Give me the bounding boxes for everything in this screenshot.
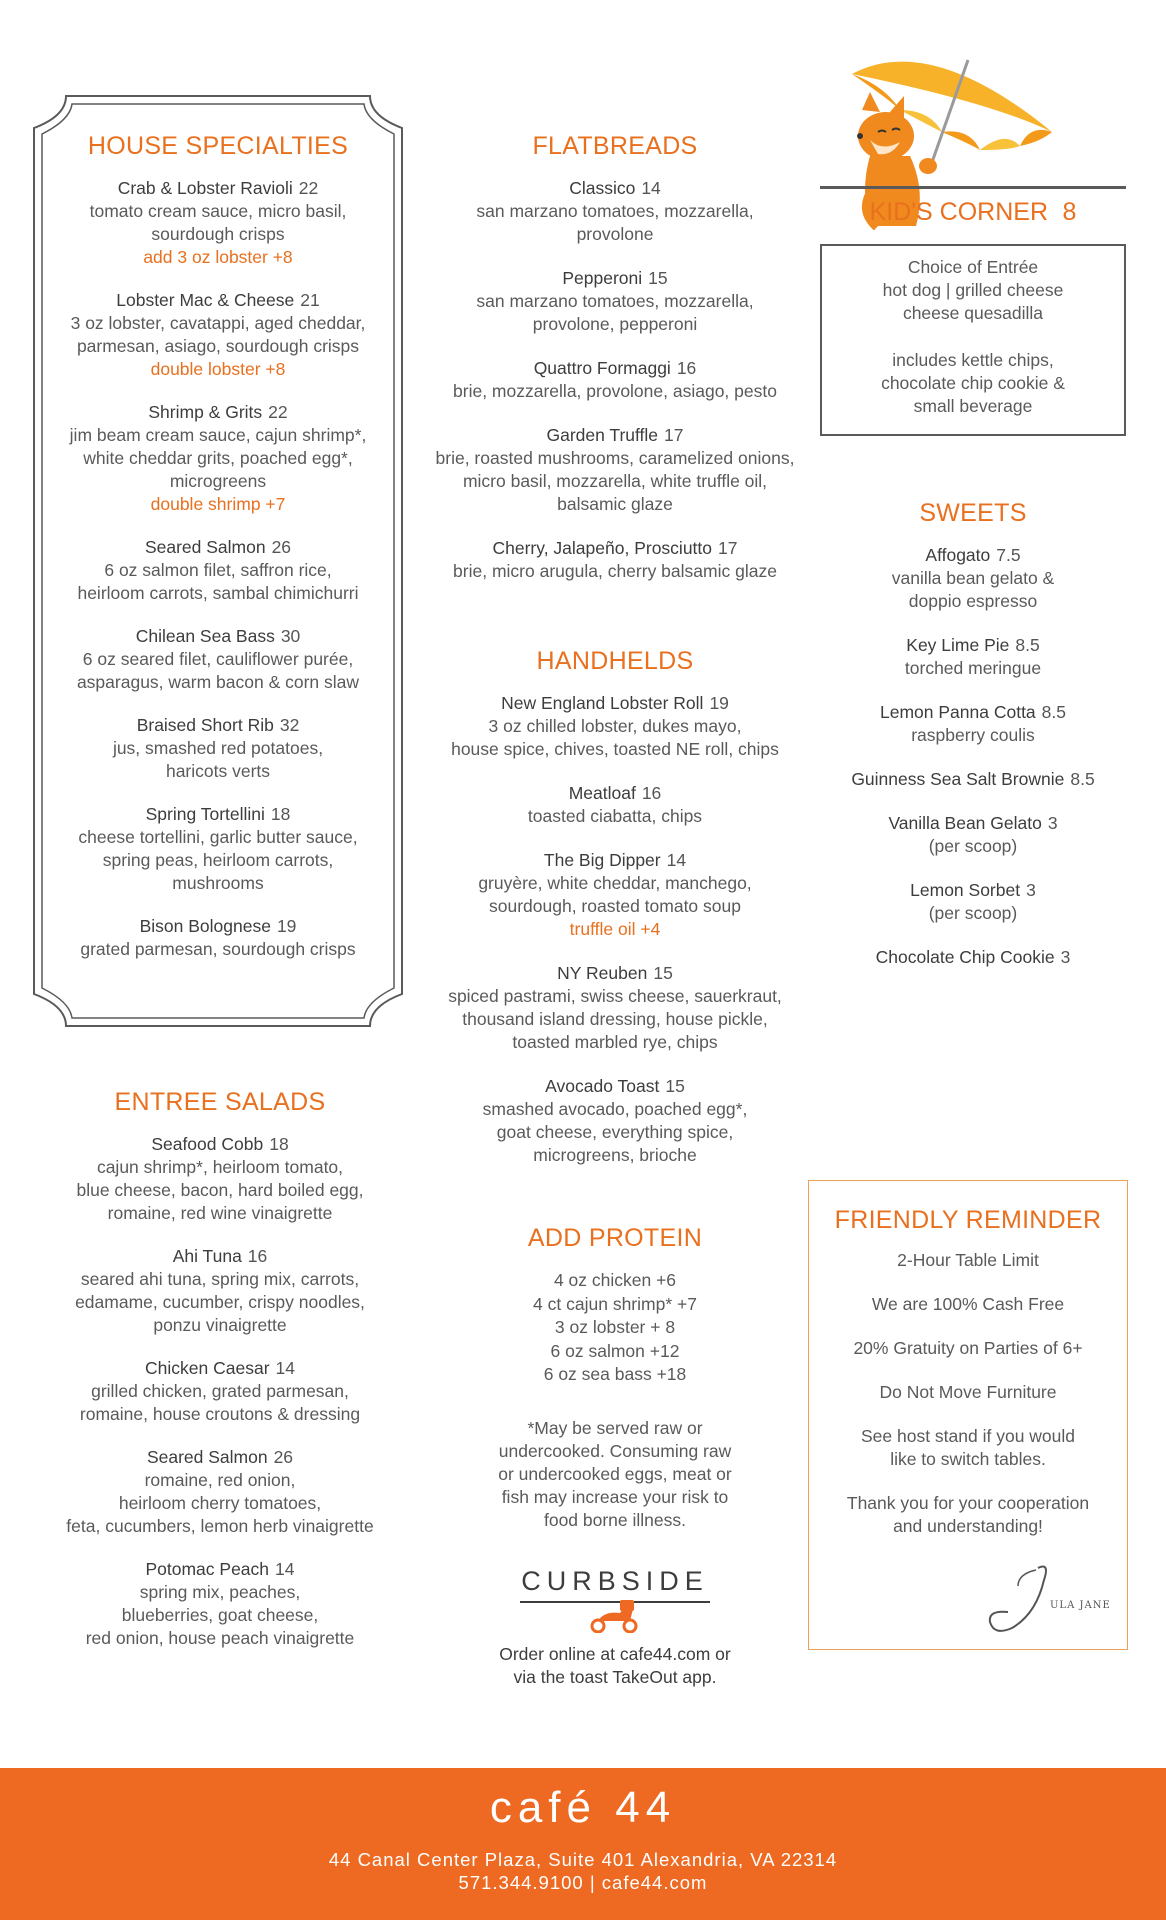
menu-item	[42, 803, 394, 895]
menu-item-description: san marzano tomatoes, mozzarella,	[476, 201, 754, 221]
menu-item-header	[42, 625, 394, 648]
menu-item-header	[30, 1446, 410, 1469]
menu-item-description: balsamic glaze	[557, 494, 673, 514]
reminder-item	[808, 1425, 1128, 1471]
menu-item-header	[42, 177, 394, 200]
menu-item-name: NY Reuben	[557, 963, 648, 983]
disclaimer-line: undercooked. Consuming raw	[498, 1440, 732, 1461]
menu-item	[410, 782, 820, 828]
reminder-item	[808, 1337, 1128, 1360]
menu-item-price: 16	[247, 1246, 268, 1266]
menu-item-description: sourdough crisps	[151, 224, 285, 244]
menu-item-name: Key Lime Pie	[906, 635, 1010, 655]
menu-item-header	[820, 634, 1126, 657]
menu-item-description: heirloom carrots, sambal chimichurri	[77, 583, 359, 603]
kids-corner-price: 8	[1062, 198, 1077, 226]
menu-item-name: Seafood Cobb	[151, 1134, 264, 1154]
menu-item-name: Seared Salmon	[146, 1447, 268, 1467]
menu-item-description: san marzano tomatoes, mozzarella,	[476, 291, 754, 311]
menu-item-description: torched meringue	[904, 658, 1042, 678]
menu-item-description: house spice, chives, toasted NE roll, chips	[451, 739, 779, 759]
protein-option: 6 oz sea bass +18	[543, 1364, 687, 1384]
protein-option: 3 oz lobster + 8	[554, 1317, 676, 1337]
menu-item-description: microgreens, brioche	[533, 1145, 697, 1165]
menu-item-header	[410, 267, 820, 290]
house-specialties-title: HOUSE SPECIALTIES	[87, 132, 349, 160]
menu-item	[820, 879, 1126, 925]
house-specialties-section	[42, 132, 394, 981]
menu-item-price: 8.5	[1015, 635, 1040, 655]
menu-item-description: sourdough, roasted tomato soup	[489, 896, 741, 916]
sweets-section	[820, 499, 1126, 990]
menu-item-header	[42, 401, 394, 424]
menu-item-description: blue cheese, bacon, hard boiled egg,	[76, 1180, 364, 1200]
menu-item-price: 18	[270, 804, 291, 824]
menu-item-price: 19	[276, 916, 297, 936]
reminder-item-line: 2-Hour Table Limit	[897, 1250, 1039, 1270]
menu-item-description: raspberry coulis	[911, 725, 1035, 745]
menu-item-description: parmesan, asiago, sourdough crisps	[76, 336, 360, 356]
menu-item-header	[820, 812, 1126, 835]
menu-item-name: Seared Salmon	[144, 537, 266, 557]
menu-item-description: mushrooms	[172, 873, 264, 893]
disclaimer-line: or undercooked eggs, meat or	[498, 1463, 732, 1484]
menu-item-price: 26	[273, 1447, 294, 1467]
menu-item-name: Meatloaf	[568, 783, 636, 803]
flatbreads-section	[410, 132, 820, 604]
scooter-icon	[520, 1597, 710, 1633]
entree-salads-title: ENTREE SALADS	[114, 1088, 326, 1116]
menu-item-name: Ahi Tuna	[172, 1246, 242, 1266]
svg-text:ULA JANE: ULA JANE	[1050, 1600, 1111, 1611]
menu-item	[410, 962, 820, 1054]
menu-item-header	[42, 289, 394, 312]
order-online-line: via the toast TakeOut app.	[513, 1667, 717, 1687]
menu-item-header	[42, 714, 394, 737]
menu-item-name: Pepperoni	[562, 268, 643, 288]
menu-item-price: 26	[271, 537, 292, 557]
menu-item-name: New England Lobster Roll	[501, 693, 704, 713]
jula-jane-signature-logo	[978, 1560, 1118, 1640]
menu-item-price: 16	[641, 783, 662, 803]
menu-item-description: gruyère, white cheddar, manchego,	[478, 873, 752, 893]
menu-item-price: 32	[279, 715, 300, 735]
add-protein-title: ADD PROTEIN	[527, 1224, 703, 1252]
menu-item-description: jim beam cream sauce, cajun shrimp*,	[69, 425, 367, 445]
menu-item-description: (per scoop)	[928, 903, 1018, 923]
menu-item	[410, 692, 820, 761]
menu-item-header	[410, 537, 820, 560]
menu-item-description: 6 oz seared filet, cauliflower purée,	[82, 649, 354, 669]
menu-item-header	[42, 536, 394, 559]
menu-item-description: grated parmesan, sourdough crisps	[80, 939, 356, 959]
menu-item-header	[410, 782, 820, 805]
menu-item-description: 3 oz lobster, cavatappi, aged cheddar,	[70, 313, 366, 333]
kids-corner-line: chocolate chip cookie &	[881, 373, 1065, 393]
menu-item-header	[30, 1133, 410, 1156]
reminder-item-line: Do Not Move Furniture	[879, 1382, 1057, 1402]
menu-item-name: Affogato	[925, 545, 991, 565]
menu-item-price: 3	[1026, 880, 1036, 900]
menu-item-description: feta, cucumbers, lemon herb vinaigrette	[66, 1516, 374, 1536]
protein-option: 4 oz chicken +6	[553, 1270, 677, 1290]
menu-item-header	[410, 962, 820, 985]
curbside-section	[440, 1566, 790, 1689]
menu-item-header	[410, 357, 820, 380]
menu-item	[42, 915, 394, 961]
kids-corner-line: small beverage	[913, 396, 1033, 416]
menu-item-description: spiced pastrami, swiss cheese, sauerkraut,	[448, 986, 782, 1006]
raw-food-disclaimer	[440, 1417, 790, 1532]
menu-item-description: cheese tortellini, garlic butter sauce,	[78, 827, 358, 847]
menu-item	[820, 812, 1126, 858]
menu-item	[410, 537, 820, 583]
menu-item-price: 22	[298, 178, 319, 198]
footer-contact: 571.344.9100 | cafe44.com	[458, 1872, 708, 1893]
menu-item-description: toasted ciabatta, chips	[527, 806, 703, 826]
menu-item	[410, 177, 820, 246]
menu-item-header	[820, 701, 1126, 724]
footer-cafe-name: café 44	[489, 1783, 677, 1832]
menu-item-header	[820, 946, 1126, 969]
menu-item-price: 22	[268, 402, 288, 422]
kids-corner-rule	[820, 186, 1126, 189]
menu-item	[820, 544, 1126, 613]
entree-salads-section	[30, 1088, 410, 1670]
menu-item-price: 3	[1060, 947, 1071, 967]
menu-item	[42, 714, 394, 783]
menu-item-description: brie, mozzarella, provolone, asiago, pesto	[453, 381, 777, 401]
menu-item-description: (per scoop)	[928, 836, 1018, 856]
menu-item-description: cajun shrimp*, heirloom tomato,	[96, 1157, 344, 1177]
menu-item-header	[30, 1558, 410, 1581]
menu-item-price: 14	[641, 178, 661, 198]
handhelds-title: HANDHELDS	[536, 647, 694, 675]
menu-item-price: 18	[269, 1134, 289, 1154]
menu-item-description: brie, roasted mushrooms, caramelized onions,	[435, 448, 795, 468]
menu-item-description: romaine, red wine vinaigrette	[107, 1203, 333, 1223]
menu-item-addon: truffle oil +4	[569, 919, 661, 939]
menu-item-description: red onion, house peach vinaigrette	[85, 1628, 355, 1648]
disclaimer-line: food borne illness.	[543, 1509, 687, 1530]
kids-corner-line: cheese quesadilla	[902, 303, 1044, 323]
menu-item	[820, 768, 1126, 791]
menu-item-name: Quattro Formaggi	[533, 358, 671, 378]
reminder-item-line: and understanding!	[893, 1516, 1043, 1536]
order-online-line: Order online at cafe44.com or	[499, 1644, 731, 1664]
menu-item-description: microgreens	[169, 471, 267, 491]
menu-item-header	[410, 424, 820, 447]
menu-item-name: Avocado Toast	[545, 1076, 660, 1096]
menu-item-description: 3 oz chilled lobster, dukes mayo,	[488, 716, 742, 736]
menu-item-price: 30	[280, 626, 301, 646]
menu-item-description: jus, smashed red potatoes,	[112, 738, 324, 758]
menu-item-name: Shrimp & Grits	[148, 402, 263, 422]
menu-item-name: Vanilla Bean Gelato	[888, 813, 1042, 833]
protein-option: 6 oz salmon +12	[550, 1340, 680, 1361]
menu-item-name: Chilean Sea Bass	[135, 626, 275, 646]
footer	[0, 1768, 1166, 1920]
kids-corner-line: includes kettle chips,	[892, 350, 1054, 370]
menu-item-description: provolone, pepperoni	[532, 314, 698, 334]
menu-item-description: micro basil, mozzarella, white truffle oil,	[462, 471, 768, 491]
menu-item-description: edamame, cucumber, crispy noodles,	[75, 1292, 365, 1312]
menu-item-name: The Big Dipper	[543, 850, 661, 870]
menu-item-header	[30, 1245, 410, 1268]
friendly-reminder-title: FRIENDLY REMINDER	[834, 1206, 1102, 1234]
menu-item-price: 15	[665, 1076, 685, 1096]
menu-item-description: doppio espresso	[908, 591, 1038, 611]
menu-item-price: 15	[653, 963, 673, 983]
menu-item	[42, 625, 394, 694]
menu-item	[42, 401, 394, 516]
menu-item-description: tomato cream sauce, micro basil,	[89, 201, 347, 221]
menu-item	[410, 849, 820, 941]
menu-item-description: goat cheese, everything spice,	[496, 1122, 734, 1142]
menu-item-price: 8.5	[1041, 702, 1066, 722]
menu-item-name: Braised Short Rib	[136, 715, 274, 735]
menu-item-description: spring peas, heirloom carrots,	[102, 850, 334, 870]
menu-item-description: romaine, red onion,	[144, 1470, 296, 1490]
menu-item-price: 14	[275, 1358, 295, 1378]
menu-item-name: Guinness Sea Salt Brownie	[851, 769, 1065, 789]
menu-item-description: heirloom cherry tomatoes,	[118, 1493, 322, 1513]
curbside-logo-text: CURBSIDE	[521, 1566, 709, 1596]
menu-item-name: Chocolate Chip Cookie	[875, 947, 1055, 967]
menu-item-name: Potomac Peach	[145, 1559, 270, 1579]
menu-item	[30, 1357, 410, 1426]
reminder-item-line: See host stand if you would	[860, 1426, 1076, 1446]
menu-item-header	[410, 849, 820, 872]
menu-item	[30, 1245, 410, 1337]
menu-item-price: 16	[676, 358, 697, 378]
disclaimer-line: fish may increase your risk to	[501, 1486, 729, 1507]
handhelds-section	[410, 647, 820, 1188]
add-protein-section	[440, 1224, 790, 1532]
menu-item-name: Crab & Lobster Ravioli	[117, 178, 293, 198]
menu-item-name: Garden Truffle	[546, 425, 659, 445]
menu-item-header	[42, 915, 394, 938]
order-online-text	[440, 1643, 790, 1689]
menu-item-name: Lemon Sorbet	[910, 880, 1021, 900]
reminder-item-line: We are 100% Cash Free	[871, 1294, 1065, 1314]
menu-item	[820, 946, 1126, 969]
reminder-item	[808, 1492, 1128, 1538]
menu-item-addon: double lobster +8	[150, 359, 286, 379]
menu-item-price: 7.5	[996, 545, 1021, 565]
menu-item	[42, 536, 394, 605]
menu-item-description: brie, micro arugula, cherry balsamic glaze	[453, 561, 777, 581]
menu-item-header	[42, 803, 394, 826]
menu-item-name: Lobster Mac & Cheese	[116, 290, 295, 310]
friendly-reminder-section	[808, 1206, 1128, 1559]
kids-corner-title: KID'S CORNER	[869, 198, 1049, 226]
menu-item-header	[820, 879, 1126, 902]
menu-item	[410, 267, 820, 336]
menu-item-name: Bison Bolognese	[139, 916, 271, 936]
menu-item-price: 21	[300, 290, 320, 310]
menu-item-header	[410, 692, 820, 715]
menu-item-description: haricots verts	[165, 761, 271, 781]
menu-item-price: 15	[648, 268, 668, 288]
reminder-item-line: 20% Gratuity on Parties of 6+	[853, 1338, 1083, 1358]
sweets-title: SWEETS	[919, 499, 1027, 527]
menu-item-name: Spring Tortellini	[145, 804, 265, 824]
menu-item-description: romaine, house croutons & dressing	[79, 1404, 361, 1424]
menu-item	[42, 177, 394, 269]
menu-item	[410, 424, 820, 516]
menu-item-header	[820, 768, 1126, 791]
menu-item-description: spring mix, peaches,	[139, 1582, 301, 1602]
menu-item-addon: double shrimp +7	[150, 494, 286, 514]
reminder-item	[808, 1381, 1128, 1404]
menu-item-price: 14	[275, 1559, 295, 1579]
menu-item-description: blueberries, goat cheese,	[121, 1605, 319, 1625]
protein-option: 4 ct cajun shrimp* +7	[533, 1293, 697, 1314]
reminder-item	[808, 1293, 1128, 1316]
menu-item	[42, 289, 394, 381]
menu-item	[30, 1133, 410, 1225]
reminder-item-line: Thank you for your cooperation	[846, 1493, 1090, 1513]
menu-item	[410, 1075, 820, 1167]
footer-address: 44 Canal Center Plaza, Suite 401 Alexandria, VA 22314	[328, 1849, 838, 1870]
menu-item-description: smashed avocado, poached egg*,	[482, 1099, 748, 1119]
menu-item	[410, 357, 820, 403]
menu-item-addon: add 3 oz lobster +8	[143, 247, 293, 267]
menu-item-description: white cheddar grits, poached egg*,	[83, 448, 353, 468]
menu-item-price: 3	[1047, 813, 1058, 833]
kids-corner-line: Choice of Entrée	[907, 257, 1039, 277]
menu-item-price: 8.5	[1070, 769, 1095, 789]
menu-item	[820, 634, 1126, 680]
menu-item-description: toasted marbled rye, chips	[512, 1032, 718, 1052]
menu-item-description: provolone	[576, 224, 654, 244]
menu-item-description: grilled chicken, grated parmesan,	[91, 1381, 349, 1401]
menu-item-name: Cherry, Jalapeño, Prosciutto	[492, 538, 713, 558]
menu-item	[30, 1558, 410, 1650]
menu-item-description: ponzu vinaigrette	[153, 1315, 287, 1335]
menu-item-name: Classico	[569, 178, 636, 198]
menu-item-name: Chicken Caesar	[145, 1358, 270, 1378]
menu-item	[820, 701, 1126, 747]
menu-item-description: asparagus, warm bacon & corn slaw	[76, 672, 360, 692]
menu-item-name: Lemon Panna Cotta	[880, 702, 1036, 722]
menu-item-header	[410, 1075, 820, 1098]
menu-item-description: vanilla bean gelato &	[891, 568, 1055, 588]
flatbreads-title: FLATBREADS	[532, 132, 698, 160]
menu-item-price: 19	[709, 693, 729, 713]
menu-item-header	[410, 177, 820, 200]
menu-item	[30, 1446, 410, 1538]
menu-item-header	[820, 544, 1126, 567]
disclaimer-line: *May be served raw or	[527, 1417, 703, 1438]
menu-item-price: 14	[666, 850, 687, 870]
reminder-item-line: like to switch tables.	[890, 1449, 1046, 1469]
menu-item-description: 6 oz salmon filet, saffron rice,	[104, 560, 332, 580]
menu-item-header	[30, 1357, 410, 1380]
menu-item-description: thousand island dressing, house pickle,	[462, 1009, 768, 1029]
kids-corner-header	[868, 198, 1078, 227]
menu-item-price: 17	[718, 538, 738, 558]
reminder-item	[808, 1249, 1128, 1272]
kids-corner-line: hot dog | grilled cheese	[882, 280, 1064, 300]
menu-item-price: 17	[664, 425, 684, 445]
menu-item-description: seared ahi tuna, spring mix, carrots,	[80, 1269, 360, 1289]
kids-corner-details	[820, 256, 1126, 418]
